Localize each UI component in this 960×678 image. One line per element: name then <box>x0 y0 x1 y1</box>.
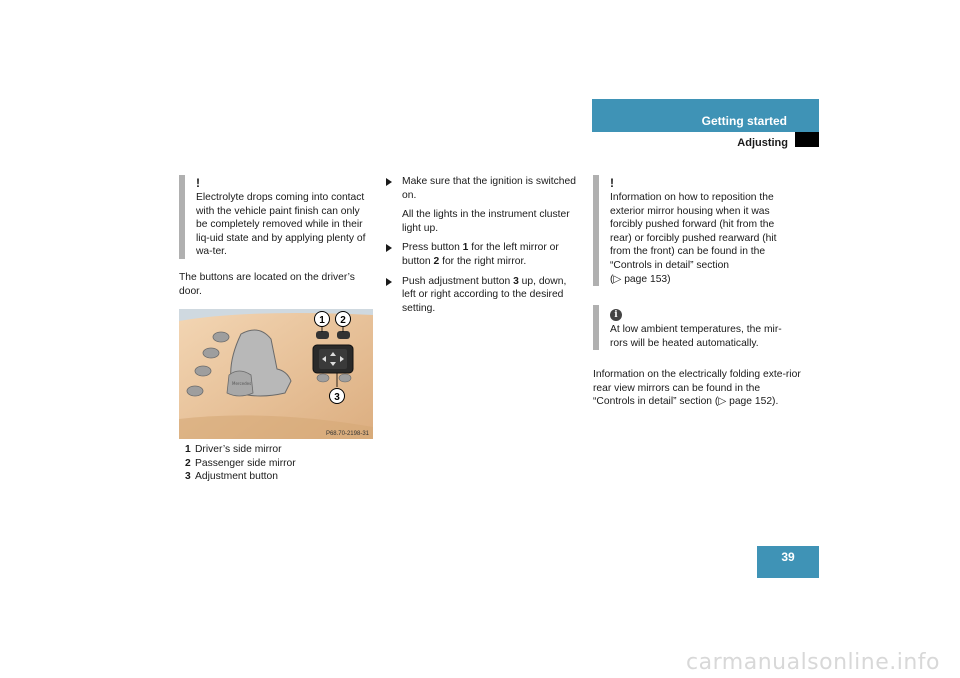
step-adjust: Push adjustment button 3 up, down, left or right according to the desired setting. <box>386 275 582 316</box>
page-number: 39 <box>757 546 819 578</box>
electrolyte-warning-text: Electrolyte drops coming into contact with the vehicle paint finish can only be completely removed while in their liq-uid state and by applying plenty of wa-ter. <box>196 192 366 258</box>
svg-text:2: 2 <box>340 315 346 326</box>
step-ignition: Make sure that the ignition is switched on. <box>386 175 582 202</box>
figure-legend <box>185 443 365 484</box>
mirror-buttons-figure <box>179 309 373 439</box>
legend-item: 1 Driver’s side mirror <box>185 444 282 455</box>
step-press-button: Press button 1 for the left mirror or button 2 for the right mirror. <box>386 241 582 268</box>
step-arrow-icon <box>386 278 392 286</box>
svg-text:Mercedes: Mercedes <box>232 381 252 386</box>
figure-code: P68.70-2198-31 <box>325 431 369 437</box>
page-reference: (▷ page 153) <box>610 273 671 285</box>
subsection-title: Adjusting <box>737 137 788 149</box>
watermark: carmanualsonline.info <box>686 650 940 675</box>
electrolyte-warning-note <box>179 175 372 259</box>
callout-2 <box>336 312 351 327</box>
svg-text:1: 1 <box>319 315 325 326</box>
info-icon: i <box>610 309 622 321</box>
door-controls-illustration <box>179 309 373 439</box>
step-arrow-icon <box>386 178 392 186</box>
heated-mirror-text: At low ambient temperatures, the mir-rors will be heated automatically. <box>610 324 782 349</box>
callout-1 <box>315 312 330 327</box>
folding-mirrors-paragraph: Information on the electrically folding exte-rior rear view mirrors can be found in the “Controls in detail” section (▷ page 152). <box>593 369 801 408</box>
legend-item: 2 Passenger side mirror <box>185 457 296 469</box>
section-title: Getting started <box>701 114 787 128</box>
instruction-steps <box>386 175 582 321</box>
warning-icon: ! <box>610 176 614 190</box>
heated-mirror-info <box>593 305 790 350</box>
callout-3 <box>330 389 345 404</box>
header-bar <box>592 99 819 132</box>
warning-icon: ! <box>196 176 200 190</box>
buttons-location-paragraph: The buttons are located on the driver’s door. <box>179 272 355 297</box>
step-arrow-icon <box>386 244 392 252</box>
mirror-housing-note <box>593 175 790 286</box>
header-marker <box>795 132 819 147</box>
svg-text:3: 3 <box>334 392 340 403</box>
step-ignition-note: All the lights in the instrument cluster light up. <box>402 209 570 234</box>
mirror-housing-text: Information on how to reposition the exterior mirror housing when it was forcibly pushed forward (hit from the rear) or forcibly pushed rearward (hit from the front) can be found in the “Controls in detail” section <box>610 192 777 271</box>
legend-item: 3 Adjustment button <box>185 471 278 483</box>
